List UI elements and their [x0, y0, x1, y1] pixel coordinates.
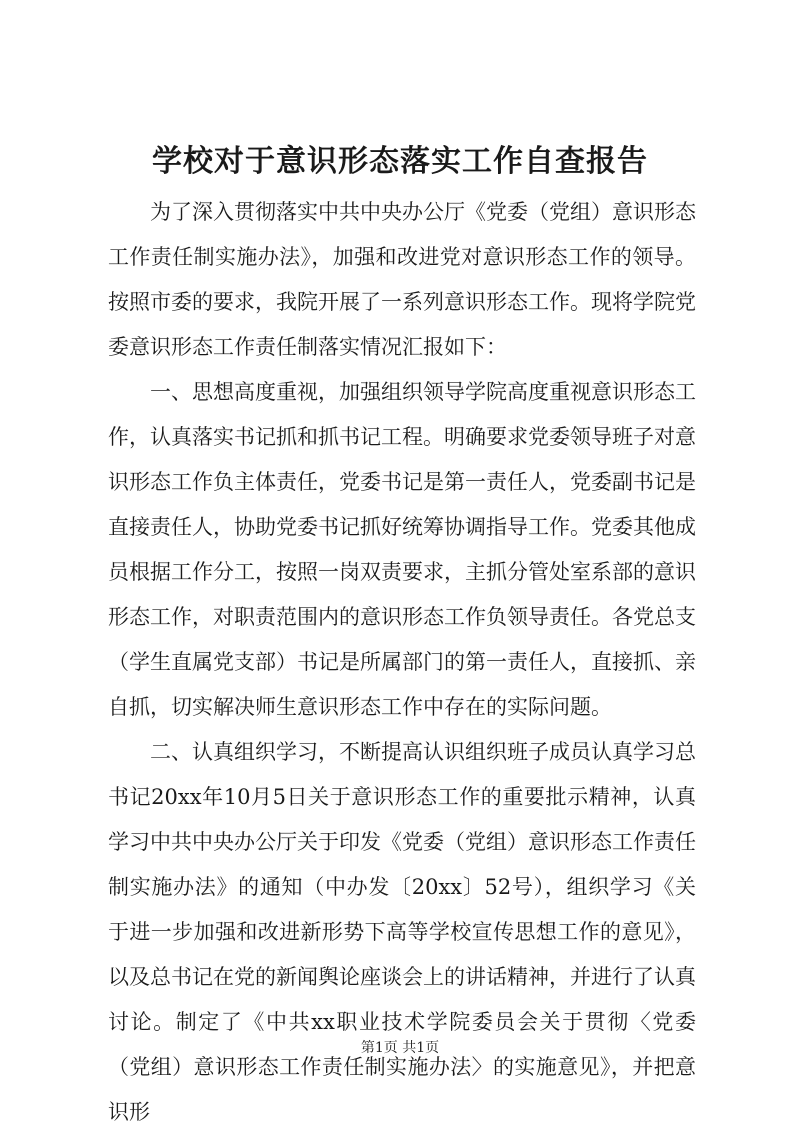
- document-title: 学校对于意识形态落实工作自查报告: [152, 144, 648, 179]
- paragraph-section-one: 一、思想高度重视，加强组织领导学院高度重视意识形态工作，认真落实书记抓和抓书记工程。明确要求党委领导班子对意识形态工作负主体责任，党委书记是第一责任人，党委副书记是直接责任人，协助党委书记抓好统筹协调指导工作。党委其他成员根据工作分工，按照一岗双责要求，主抓分管处室系部的意识形态工作，对职责范围内的意识形态工作负领导责任。各党总支（学生直属党支部）书记是所属部门的第一责任人，直接抓、亲自抓，切实解决师生意识形态工作中存在的实际问题。: [108, 380, 696, 719]
- document-body: [108, 190, 696, 1135]
- page-footer: 第1页 共1页: [360, 1040, 440, 1056]
- paragraph-section-two: 二、认真组织学习，不断提高认识组织班子成员认真学习总书记20xx年10月5日关于意识形态工作的重要批示精神，认真学习中共中央办公厅关于印发《党委（党组）意识形态工作责任制实施办法》的通知（中办发〔20xx〕52号），组织学习《关于进一步加强和改进新形势下高等学校宣传思想工作的意见》，以及总书记在党的新闻舆论座谈会上的讲话精神，并进行了认真讨论。制定了《中共xx职业技术学院委员会关于贯彻〈党委（党组）意识形态工作责任制实施办法〉的实施意见》，并把意识形: [108, 740, 696, 1124]
- paragraph-intro: 为了深入贯彻落实中共中央办公厅《党委（党组）意识形态工作责任制实施办法》，加强和改进党对意识形态工作的领导。按照市委的要求，我院开展了一系列意识形态工作。现将学院党委意识形态工作责任制落实情况汇报如下：: [108, 200, 696, 359]
